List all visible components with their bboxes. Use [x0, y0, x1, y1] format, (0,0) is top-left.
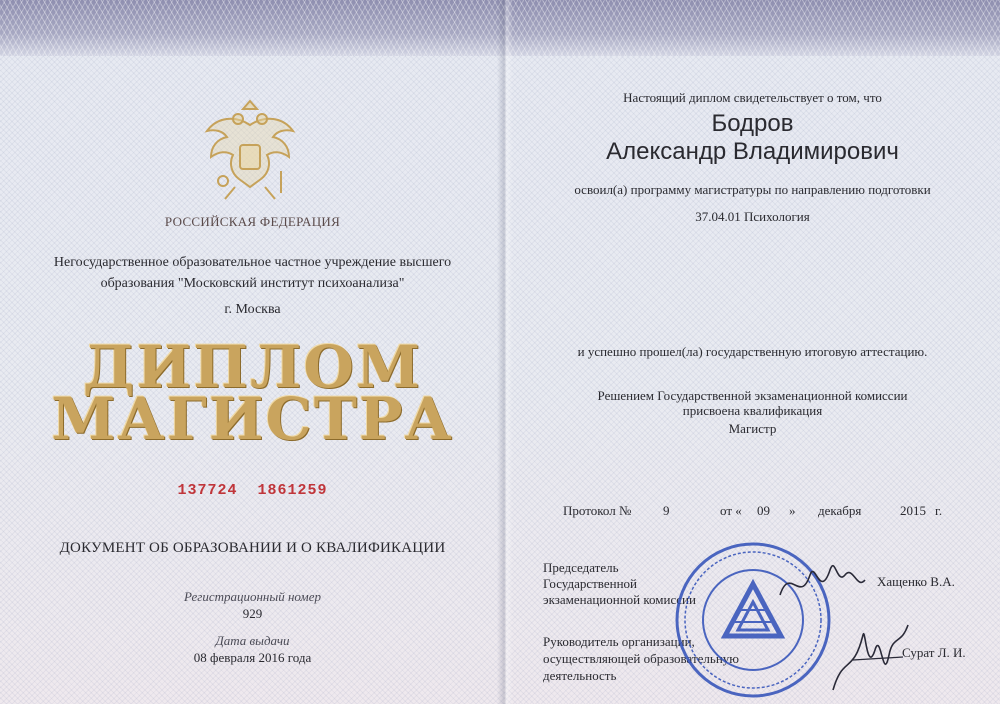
graduate-given-names: Александр Владимирович — [606, 138, 899, 165]
registration-number: 929 — [242, 606, 263, 621]
chair-signature-icon — [775, 545, 870, 615]
decision-line-1: Решением Государственной экзаменационной комиссии — [597, 388, 908, 403]
top-security-band — [0, 0, 505, 56]
top-security-band — [505, 0, 1000, 56]
city: г. Москва — [224, 302, 281, 317]
issue-date: 08 февраля 2016 года — [193, 650, 312, 665]
protocol-label: Протокол № — [563, 503, 632, 518]
registration-label: Регистрационный номер — [184, 589, 321, 604]
head-line-2: осуществляющей образовательную — [543, 651, 739, 666]
handwritten-signature-icon — [823, 615, 913, 700]
attestation-text: и успешно прошел(ла) государственную итоговую аттестацию. — [577, 344, 928, 359]
program-text: освоил(а) программу магистратуры по направлению подготовки — [574, 182, 931, 197]
page-fold — [497, 0, 513, 704]
institution-line-2: образования "Московский институт психоанализа" — [100, 276, 405, 291]
right-page — [505, 0, 1000, 704]
russian-coat-of-arms-icon — [195, 95, 305, 205]
organization-head-name: Сурат Л. И. — [902, 645, 966, 660]
protocol-number: 9 — [663, 503, 670, 518]
serial-number: 137724 1861259 — [177, 482, 328, 499]
chair-line-3: экзаменационной комиссии — [543, 592, 696, 607]
diploma-title-line-2: МАГИСТРА — [51, 385, 454, 453]
protocol-day: 09 — [757, 503, 770, 518]
specialty: 37.04.01 Психология — [695, 209, 810, 224]
protocol-year: 2015 — [900, 503, 926, 518]
protocol-from-label: от « — [720, 503, 742, 518]
qualification: Магистр — [728, 421, 777, 436]
protocol-day-close: » — [789, 503, 796, 518]
chair-line-2: Государственной — [543, 576, 638, 591]
protocol-year-suffix: г. — [935, 503, 943, 518]
graduate-surname: Бодров — [711, 110, 794, 137]
head-line-3: деятельность — [543, 668, 617, 683]
document-type: ДОКУМЕНТ ОБ ОБРАЗОВАНИИ И О КВАЛИФИКАЦИИ — [59, 540, 446, 556]
diploma-title-line-1: ДИПЛОМ — [82, 333, 423, 401]
certifies-text: Настоящий диплом свидетельствует о том, что — [623, 90, 882, 105]
head-line-1: Руководитель организации, — [543, 634, 695, 649]
decision-line-2: присвоена квалификация — [682, 403, 823, 418]
country-name: РОССИЙСКАЯ ФЕДЕРАЦИЯ — [164, 214, 341, 229]
institution-line-1: Негосударственное образовательное частное учреждение высшего — [53, 255, 452, 270]
chair-line-1: Председатель — [543, 560, 619, 575]
institution-name — [40, 252, 465, 294]
commission-decision — [565, 388, 940, 418]
issue-date-label: Дата выдачи — [215, 633, 290, 648]
commission-chair-name: Хащенко В.А. — [877, 574, 955, 589]
protocol-month: декабря — [818, 503, 862, 518]
